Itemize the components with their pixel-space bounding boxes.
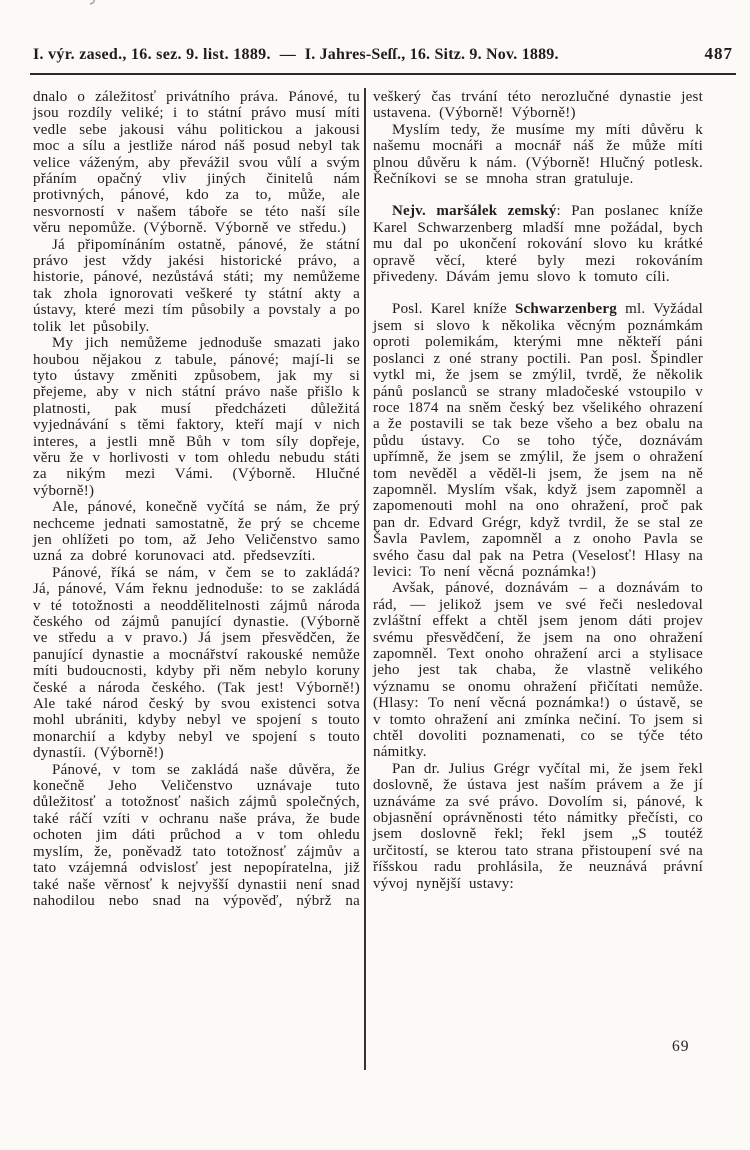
speaker-name: Schwarzenberg [514,301,618,318]
paragraph-text: ml. Vyžádal jsem si slovo k několika věcným poznámkám oproti polemikám, kterými mne někteří páni poslanci z oné strany poctili. Pan posl. Špindler vytkl mi, že jsem se zmýlil, tvrdě, že několik pánů poslanců se strany mladočeské vstoupilo v roce 1874 na sněm český bez všelikého ohrazení a že postavili se tak beze všeho a bez obalu na půdu ústavy. Co se toho týče, doznávám upřímně, že jsem se zmýlil, že jsem o ohražení tom nevěděl a věděl-li jsem, že jsem na ně zapomněl. Myslím však, když jsem zapomněl a zapomenouti mohl na ono ohražení, proč pak pan dr. Edvard Grégr, když tvrdil, že se stal ze Šavla Pavlem, zapomněl a z onoho Pavla se svého času dal pak na Petra (Veselosť! Hlasy na levici: To není věcná poznámka!) [373,301,704,580]
paragraph-text: Pánové, v tom se zakládá naše důvěra, že konečně Jeho Veličenstvo uznávaje tuto důležitosť a totožnosť našich zájmů společných, také ráčí vzíti v ochranu naše práva, že bude ochoten jim dáti průchod a v tom ohledu myslím, že, poněvadž tato totožnosť zájmův a tato vzájemná odvislosť jest nepopíratelna, již také naše věrnosť k nejvyšší dynastii není snad nahodilou nebo snad na výpověď, nýbrž na [33,761,360,909]
ink-artifact [82,0,100,10]
paragraph-text: Pánové, říká se nám, v čem se to zakládá? Já, pánové, Vám řeknu jednoduše: to se zakládá v té totožnosti a neoddělitelnosti zájmů národa českého od zájmů panující dynastie. (Výborně ve středu a v pravo.) Já jsem přesvědčen, že panující dynastie a mocnářství rakouské nemůže míti budoucnosti, kdyby při něm nebylo koruny české a národa českého. (Tak jest! Výborně!) Ale také národ český by svou existenci sotva mohl ubrániti, kdyby nebyl ve spojení s touto monarchií a kdyby nebyl ve spojení s touto dynastíi. (Výborně!) [33,564,360,762]
paragraph-text: Avšak, pánové, doznávám – a doznávám to rád, — jelikož jsem ve své řeči nesledoval zvláštní effekt a chtěl jsem jenom dáti projev svému přesvědčení, že jsem na ono ohražení zapomněl. Text onoho ohražení arci a stylisace jeho jest tak chaba, že vlastně velikého významu se onomu ohražení přičítati nemůže. (Hlasy: To není věcná poznámka!) o ústavě, se v tomto ohražení ani zmínka nečiní. To jsem si chtěl dovoliti poznamenati, co se týče této námitky. [373,580,703,761]
paragraph [373,122,703,188]
header-separator: — [279,46,296,63]
paragraph [33,335,360,499]
header-rule [30,73,736,75]
paragraph [373,580,703,760]
paragraph [33,499,360,565]
left-column [33,89,360,909]
header-session-czech: I. výr. zased., 16. sez. 9. list. 1889. [33,46,271,63]
paragraph [373,203,703,285]
sheet-number: 69 [672,1038,690,1055]
paragraph-text: Myslím tedy, že musíme my míti důvěru k našemu mocnáři a mocnář náš že může míti plnou důvěru k nám. (Výborně! Hlučný potlesk. Řečníkovi se se mnoha stran gratuluje. [373,121,703,188]
page-header [33,44,733,64]
paragraph-text: My jich nemůžeme jednoduše smazati jako houbou nějakou z tabule, pánové; mají-li se tyto ústavy změniti způsobem, jak my si přejeme, aby v nich státní právo naše přišlo k platnosti, pak musí předcházeti důležitá vyjednávání s těmi faktory, kteří mají v nich interes, a jestli mně Bůh v tom síly dopřeje, věru že v horlivosti v tom ohledu nebudu státi za nikým mezi Vámi. (Výborně. Hlučné výborně!) [33,335,360,499]
paragraph-text: veškerý čas trvání této nerozlučné dynastie jest ustavena. (Výborně! Výborně!) [373,89,703,122]
paragraph [33,762,360,910]
paragraph-text: Pan dr. Julius Grégr vyčítal mi, že jsem řekl doslovně, že ústava jest naším právem a že jí uznáváme za své právo. Dovolím si, pánové, k objasnění oprávněnosti této námitky přečísti, co jsem doslovně řekl; řekl jsem „S toutéž určitostí, se kterou tato strana přistoupení své na říšskou radu prohlásila, že neuznává právní vývoj nynější ustavy: [373,760,703,892]
header-session-line [33,46,559,64]
paragraph [33,89,360,237]
paragraph-text: : Pan poslanec kníže Karel Schwarzenberg mladší mne požádal, bych mu dal po ukončení rokování slovo ku krátké opravě věcí, které byly mezi rokováním přivedeny. Dávám jemu slovo k tomuto cíli. [373,203,703,286]
paragraph-text: Ale, pánové, konečně vyčítá se nám, že prý nechceme jednati samostatně, že prý se chceme jen ohlížeti po tom, až Jeho Veličenstvo samo uzná za dobré korunovaci atd. předsevzíti. [33,499,360,565]
paragraph [373,89,703,122]
speaker-name: Nejv. maršálek zemský [392,203,557,220]
right-column [373,89,703,892]
paragraph-text: Posl. Karel kníže [392,301,515,318]
paragraph-text: Já připomínáním ostatně, pánové, že státní právo jest vždy jakési historické právo, a historie, pánové, nezůstává státi; my nemůžeme tak zhola ignorovati veškeré ty státní akty a ústavy, které mezi tím působily a povstaly a po tolik let působily. [33,236,360,335]
paragraph [33,237,360,335]
header-session-german: I. Jahres-Seſſ., 16. Sitz. 9. Nov. 1889. [304,46,559,63]
paragraph [373,301,703,580]
paragraph-text: dnalo o záležitosť privátního práva. Pánové, tu jsou rozdíly veliké; i to státní právo musí míti vedle sebe jakousi váhu politickou a jakousi moc a sílu a jestliže národ náš posud nebyl tak velice váženým, aby převážil svou vůlí a svým přáním opačný vliv jiných činitelů nám protivných, pánové, kdo za to, může, ale nesvorností v našem táboře se této naší síle věru nepomůže. (Výborně. Výborně ve středu.) [33,89,360,237]
header-page-number: 487 [704,44,733,63]
column-divider [364,88,366,1070]
paragraph [373,761,703,892]
paragraph [33,565,360,762]
